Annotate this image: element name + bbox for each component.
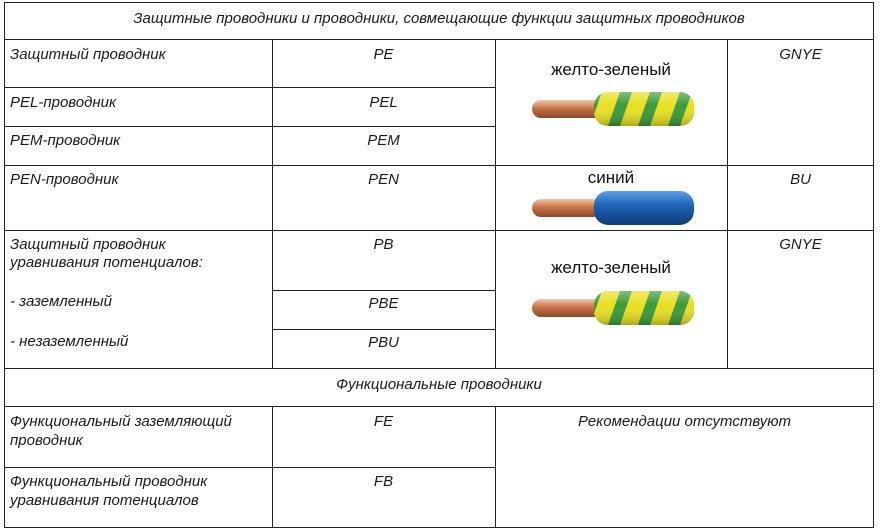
row-divider (272, 290, 495, 291)
color-code: GNYE (779, 46, 822, 63)
section-header-protective: Защитные проводники и проводники, совмещающие функции защитных проводников (133, 10, 745, 27)
conductor-name: PEM-проводник (10, 132, 121, 149)
conductor-name: Функциональный заземляющий (10, 413, 232, 430)
row-divider (4, 39, 874, 40)
conductor-name: - незаземленный (10, 333, 129, 350)
conductor-name: уравнивания потенциалов: (10, 254, 203, 271)
row-divider (4, 165, 874, 166)
color-code: BU (790, 171, 811, 188)
col-divider (272, 39, 273, 369)
row-divider (4, 230, 874, 231)
conductor-name: PEL-проводник (10, 94, 117, 111)
conductor-code: PEL (369, 94, 398, 111)
section-header-functional: Функциональные проводники (336, 376, 542, 393)
color-label: желто-зеленый (551, 60, 671, 79)
conductor-name: Защитный проводник (10, 46, 166, 63)
color-label: синий (587, 168, 635, 187)
col-divider (495, 39, 496, 369)
conductor-name: уравнивания потенциалов (10, 492, 199, 509)
row-divider (4, 126, 495, 127)
conductor-code: PBE (368, 295, 399, 312)
conductor-name: проводник (10, 432, 83, 449)
conductor-code: PBU (368, 334, 399, 351)
row-divider (272, 329, 495, 330)
conductor-code: PEM (367, 132, 400, 149)
conductor-code: FE (373, 413, 394, 430)
conductor-name: Функциональный проводник (10, 473, 208, 490)
green-yellow-wire-icon (528, 287, 698, 329)
conductor-code: PEN (368, 171, 399, 188)
recommendation-text: Рекомендации отсутствуют (578, 413, 791, 430)
color-label: желто-зеленый (551, 258, 671, 277)
conductor-code: PE (373, 46, 394, 63)
row-divider (4, 87, 495, 88)
conductor-name: Защитный проводник (10, 236, 166, 253)
conductor-code: PB (373, 236, 394, 253)
row-divider (4, 368, 874, 369)
col-divider (727, 39, 728, 369)
blue-wire-icon (528, 187, 698, 229)
row-divider (4, 406, 874, 407)
conductor-name: PEN-проводник (10, 171, 119, 188)
row-divider (4, 467, 495, 468)
green-yellow-wire-icon (528, 88, 698, 130)
color-code: GNYE (779, 236, 822, 253)
conductor-name: - заземленный (10, 293, 112, 310)
conductor-code: FB (373, 473, 394, 490)
